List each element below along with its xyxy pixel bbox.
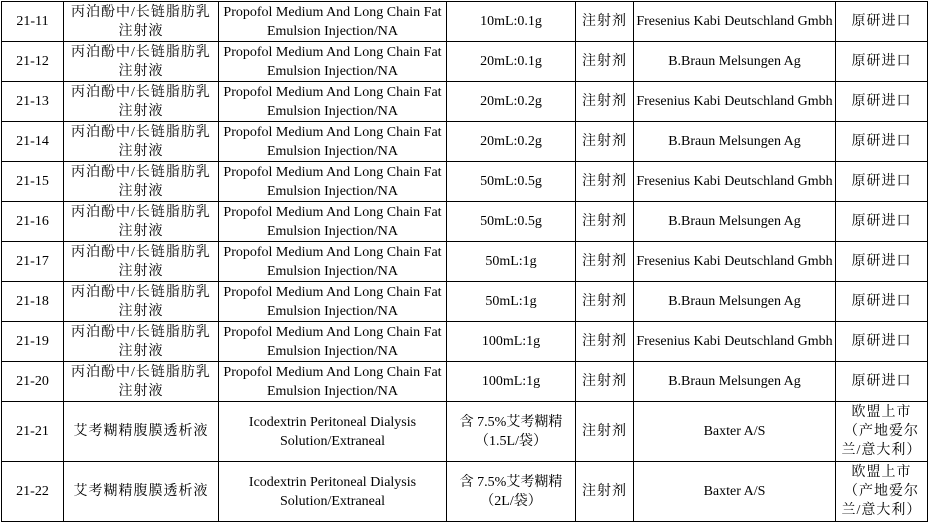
dosage-form-cell: 注射剂 xyxy=(576,402,634,462)
table-row xyxy=(2,122,928,162)
serial-number-cell: 21-20 xyxy=(2,362,64,402)
drug-name-en-cell: Icodextrin Peritoneal Dialysis Solution/Extraneal xyxy=(219,462,447,522)
source-note-cell: 原研进口 xyxy=(836,322,928,362)
source-note-cell: 原研进口 xyxy=(836,82,928,122)
specification-cell: 50mL:0.5g xyxy=(447,202,576,242)
drug-name-cn-cell: 丙泊酚中/长链脂肪乳注射液 xyxy=(64,82,219,122)
serial-number-cell: 21-21 xyxy=(2,402,64,462)
specification-cell: 50mL:1g xyxy=(447,242,576,282)
specification-cell: 100mL:1g xyxy=(447,362,576,402)
drug-name-en-cell: Propofol Medium And Long Chain Fat Emulsion Injection/NA xyxy=(219,202,447,242)
dosage-form-cell: 注射剂 xyxy=(576,2,634,42)
specification-cell: 20mL:0.1g xyxy=(447,42,576,82)
source-note-cell: 原研进口 xyxy=(836,362,928,402)
drug-name-en-cell: Icodextrin Peritoneal Dialysis Solution/Extraneal xyxy=(219,402,447,462)
table-row xyxy=(2,462,928,522)
source-note-cell: 原研进口 xyxy=(836,202,928,242)
specification-cell: 50mL:1g xyxy=(447,282,576,322)
drug-name-en-cell: Propofol Medium And Long Chain Fat Emulsion Injection/NA xyxy=(219,42,447,82)
serial-number-cell: 21-11 xyxy=(2,2,64,42)
specification-cell: 50mL:0.5g xyxy=(447,162,576,202)
source-note-cell: 欧盟上市（产地爱尔兰/意大利） xyxy=(836,462,928,522)
dosage-form-cell: 注射剂 xyxy=(576,322,634,362)
table-row xyxy=(2,242,928,282)
table-row xyxy=(2,82,928,122)
specification-cell: 含 7.5%艾考糊精（1.5L/袋） xyxy=(447,402,576,462)
table-row xyxy=(2,202,928,242)
license-holder-cell: B.Braun Melsungen Ag xyxy=(634,42,836,82)
source-note-cell: 原研进口 xyxy=(836,162,928,202)
drug-name-cn-cell: 丙泊酚中/长链脂肪乳注射液 xyxy=(64,42,219,82)
specification-cell: 10mL:0.1g xyxy=(447,2,576,42)
license-holder-cell: Fresenius Kabi Deutschland Gmbh xyxy=(634,162,836,202)
source-note-cell: 原研进口 xyxy=(836,2,928,42)
serial-number-cell: 21-17 xyxy=(2,242,64,282)
drug-name-cn-cell: 丙泊酚中/长链脂肪乳注射液 xyxy=(64,282,219,322)
dosage-form-cell: 注射剂 xyxy=(576,162,634,202)
license-holder-cell: Fresenius Kabi Deutschland Gmbh xyxy=(634,242,836,282)
dosage-form-cell: 注射剂 xyxy=(576,82,634,122)
dosage-form-cell: 注射剂 xyxy=(576,282,634,322)
license-holder-cell: B.Braun Melsungen Ag xyxy=(634,202,836,242)
license-holder-cell: B.Braun Melsungen Ag xyxy=(634,282,836,322)
serial-number-cell: 21-13 xyxy=(2,82,64,122)
drug-name-en-cell: Propofol Medium And Long Chain Fat Emulsion Injection/NA xyxy=(219,162,447,202)
drug-name-cn-cell: 丙泊酚中/长链脂肪乳注射液 xyxy=(64,162,219,202)
drug-list-table xyxy=(1,1,928,522)
license-holder-cell: Baxter A/S xyxy=(634,462,836,522)
specification-cell: 含 7.5%艾考糊精（2L/袋） xyxy=(447,462,576,522)
dosage-form-cell: 注射剂 xyxy=(576,242,634,282)
drug-name-cn-cell: 艾考糊精腹膜透析液 xyxy=(64,402,219,462)
dosage-form-cell: 注射剂 xyxy=(576,462,634,522)
table-row xyxy=(2,362,928,402)
source-note-cell: 原研进口 xyxy=(836,242,928,282)
drug-name-en-cell: Propofol Medium And Long Chain Fat Emulsion Injection/NA xyxy=(219,242,447,282)
specification-cell: 20mL:0.2g xyxy=(447,122,576,162)
table-row xyxy=(2,2,928,42)
dosage-form-cell: 注射剂 xyxy=(576,42,634,82)
license-holder-cell: Baxter A/S xyxy=(634,402,836,462)
serial-number-cell: 21-14 xyxy=(2,122,64,162)
serial-number-cell: 21-22 xyxy=(2,462,64,522)
drug-name-cn-cell: 丙泊酚中/长链脂肪乳注射液 xyxy=(64,362,219,402)
specification-cell: 20mL:0.2g xyxy=(447,82,576,122)
license-holder-cell: B.Braun Melsungen Ag xyxy=(634,122,836,162)
drug-name-en-cell: Propofol Medium And Long Chain Fat Emulsion Injection/NA xyxy=(219,282,447,322)
dosage-form-cell: 注射剂 xyxy=(576,362,634,402)
source-note-cell: 原研进口 xyxy=(836,42,928,82)
drug-name-cn-cell: 丙泊酚中/长链脂肪乳注射液 xyxy=(64,202,219,242)
table-row xyxy=(2,282,928,322)
drug-name-cn-cell: 丙泊酚中/长链脂肪乳注射液 xyxy=(64,242,219,282)
dosage-form-cell: 注射剂 xyxy=(576,122,634,162)
serial-number-cell: 21-12 xyxy=(2,42,64,82)
source-note-cell: 欧盟上市（产地爱尔兰/意大利） xyxy=(836,402,928,462)
drug-name-cn-cell: 丙泊酚中/长链脂肪乳注射液 xyxy=(64,122,219,162)
table-row xyxy=(2,42,928,82)
drug-name-en-cell: Propofol Medium And Long Chain Fat Emulsion Injection/NA xyxy=(219,2,447,42)
license-holder-cell: Fresenius Kabi Deutschland Gmbh xyxy=(634,322,836,362)
serial-number-cell: 21-18 xyxy=(2,282,64,322)
dosage-form-cell: 注射剂 xyxy=(576,202,634,242)
license-holder-cell: Fresenius Kabi Deutschland Gmbh xyxy=(634,82,836,122)
license-holder-cell: B.Braun Melsungen Ag xyxy=(634,362,836,402)
drug-table-body xyxy=(2,2,928,522)
table-row xyxy=(2,322,928,362)
serial-number-cell: 21-19 xyxy=(2,322,64,362)
serial-number-cell: 21-16 xyxy=(2,202,64,242)
drug-name-en-cell: Propofol Medium And Long Chain Fat Emulsion Injection/NA xyxy=(219,122,447,162)
drug-name-cn-cell: 艾考糊精腹膜透析液 xyxy=(64,462,219,522)
specification-cell: 100mL:1g xyxy=(447,322,576,362)
drug-name-en-cell: Propofol Medium And Long Chain Fat Emulsion Injection/NA xyxy=(219,322,447,362)
source-note-cell: 原研进口 xyxy=(836,122,928,162)
table-row xyxy=(2,402,928,462)
drug-name-cn-cell: 丙泊酚中/长链脂肪乳注射液 xyxy=(64,2,219,42)
drug-name-en-cell: Propofol Medium And Long Chain Fat Emulsion Injection/NA xyxy=(219,82,447,122)
table-row xyxy=(2,162,928,202)
drug-name-cn-cell: 丙泊酚中/长链脂肪乳注射液 xyxy=(64,322,219,362)
source-note-cell: 原研进口 xyxy=(836,282,928,322)
serial-number-cell: 21-15 xyxy=(2,162,64,202)
license-holder-cell: Fresenius Kabi Deutschland Gmbh xyxy=(634,2,836,42)
drug-name-en-cell: Propofol Medium And Long Chain Fat Emulsion Injection/NA xyxy=(219,362,447,402)
